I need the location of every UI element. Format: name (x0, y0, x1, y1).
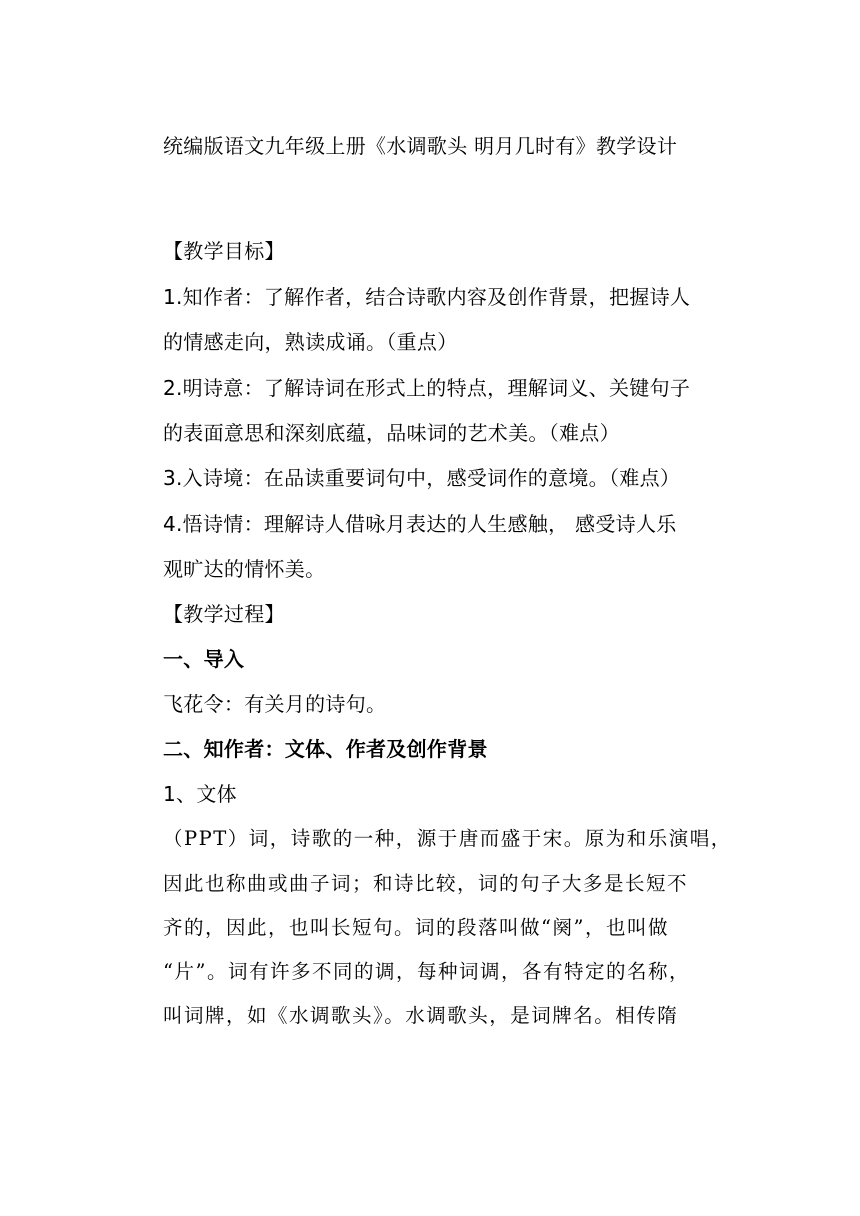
objective-4-line-1: 4.悟诗情：理解诗人借咏月表达的人生感触， 感受诗人乐 (163, 512, 677, 536)
body-line-2: 因此也称曲或曲子词；和诗比较，词的句子大多是长短不 (163, 872, 689, 895)
objective-3-line-1: 3.入诗境：在品读重要词句中，感受词作的意境。（难点） (163, 466, 681, 490)
objective-2-line-2: 的表面意思和深刻底蕴，品味词的艺术美。（难点） (163, 421, 620, 445)
body-line-1: （PPT）词，诗歌的一种，源于唐而盛于宋。原为和乐演唱， (163, 827, 732, 850)
objective-4-line-2: 观旷达的情怀美。 (163, 557, 326, 581)
body-line-3: 齐的，因此，也叫长短句。词的段落叫做“阕”，也叫做 (163, 916, 669, 939)
section-2-heading: 二、知作者：文体、作者及创作背景 (163, 737, 488, 761)
section-2-sub-1-heading: 1、文体 (163, 782, 237, 806)
document-title: 统编版语文九年级上册《水调歌头 明月几时有》教学设计 (163, 134, 678, 158)
body-line-5: 叫词牌，如《水调歌头》。水调歌头，是词牌名。相传隋 (163, 1004, 679, 1027)
objective-1-line-2: 的情感走向，熟读成诵。（重点） (163, 330, 458, 354)
objective-2-line-1: 2.明诗意：了解诗词在形式上的特点，理解词义、关键句子 (163, 376, 691, 400)
process-heading: 【教学过程】 (163, 602, 285, 626)
section-1-text: 飞花令：有关月的诗句。 (163, 692, 387, 716)
body-line-4: “片”。词有许多不同的调，每种词调，各有特定的名称， (163, 960, 690, 983)
section-1-heading: 一、导入 (163, 647, 245, 671)
objective-1-line-1: 1.知作者：了解作者，结合诗歌内容及创作背景，把握诗人 (163, 285, 691, 309)
objectives-heading: 【教学目标】 (163, 239, 285, 263)
